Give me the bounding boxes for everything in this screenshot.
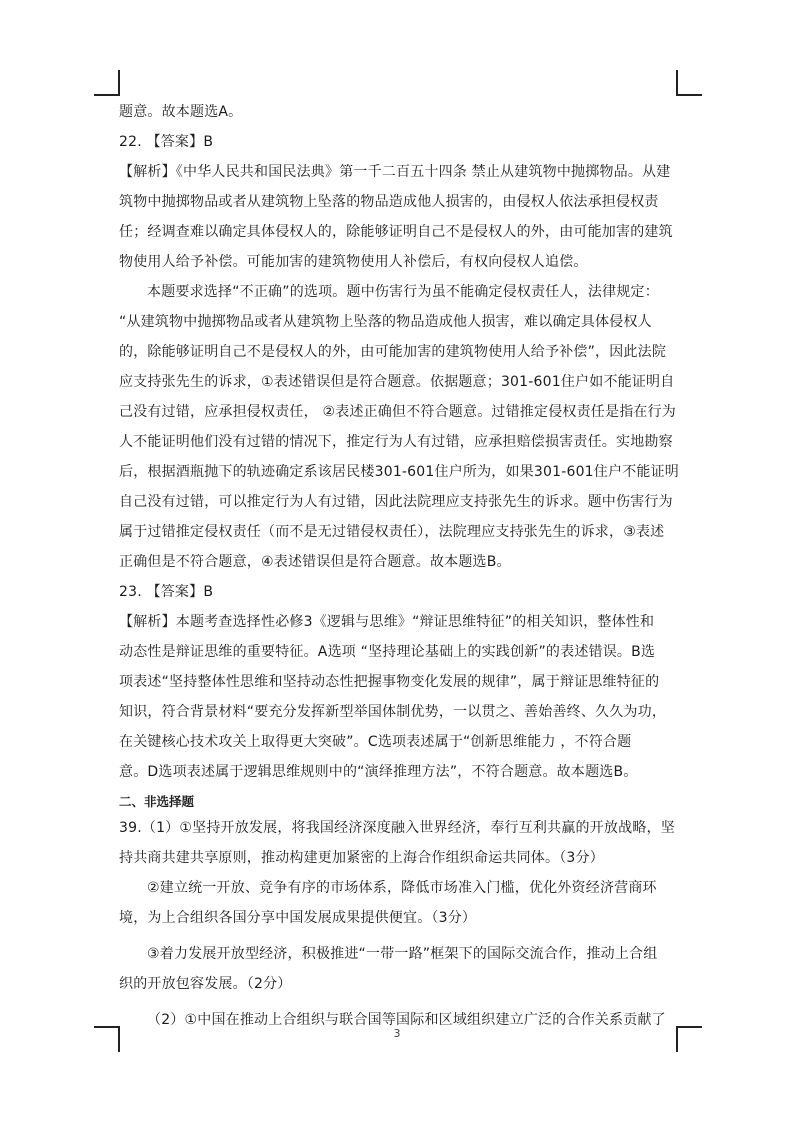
- text-line: 动态性是辩证思维的重要特征。A选项 “坚持理论基础上的实践创新”的表述错误。B选: [119, 644, 656, 660]
- text-line: （2）①中国在推动上合组织与联合国等国际和区域组织建立广泛的合作关系贡献了: [147, 1012, 666, 1028]
- text-line: 知识，符合背景材料“要充分发挥新型举国体制优势，一以贯之、善始善终、久久为功，: [119, 704, 667, 720]
- question-39-line: 39.（1）①坚持开放发展，将我国经济深度融入世界经济，奉行互利共赢的开放战略，坚: [119, 820, 675, 836]
- answer-document: [119, 97, 679, 1035]
- text-line: 人不能证明他们没有过错的情况下，推定行为人有过错，应承担赔偿损害责任。实地勘察: [119, 434, 673, 450]
- text-line: 境，为上合组织各国分享中国发展成果提供便宜。（3分）: [119, 910, 477, 926]
- question-23-answer: 23. 【答案】B: [119, 584, 214, 600]
- page-number: 3: [393, 1027, 401, 1040]
- text-line: 后，根据酒瓶抛下的轨迹确定系该居民楼301-601住户所为，如果301-601住户不能证明: [119, 464, 679, 480]
- text-line: ②建立统一开放、竞争有序的市场体系，降低市场准入门槛，优化外资经济营商环: [147, 880, 657, 896]
- text-line: 织的开放包容发展。（2分）: [119, 976, 292, 992]
- text-line: 应支持张先生的诉求，①表述错误但是符合题意。依据题意；301-601住户如不能证明自: [119, 374, 675, 390]
- text-line: 正确但是不符合题意，④表述错误但是符合题意。故本题选B。: [119, 554, 511, 570]
- text-line: 任；经调查难以确定具体侵权人的，除能够证明自己不是侵权人的外，由可能加害的建筑: [119, 224, 673, 240]
- text-line: 己没有过错，应承担侵权责任， ②表述正确但不符合题意。过错推定侵权责任是指在行为: [119, 404, 676, 420]
- text-line: 持共商共建共享原则，推动构建更加紧密的上海合作组织命运共同体。（3分）: [119, 850, 604, 866]
- text-line: 物使用人给予补偿。可能加害的建筑物使用人补偿后，有权向侵权人追偿。: [119, 254, 588, 270]
- text-line: 在关键核心技术攻关上取得更大突破”。C选项表述属于“创新思维能力 ，不符合题: [119, 734, 632, 750]
- text-line: 自己没有过错，可以推定行为人有过错，因此法院理应支持张先生的诉求。题中伤害行为: [119, 494, 673, 510]
- text-line: 意。D选项表述属于逻辑思维规则中的“演绎推理方法”，不符合题意。故本题选B。: [119, 764, 638, 780]
- text-line: ③着力发展开放型经济，积极推进“一带一路”框架下的国际交流合作，推动上合组: [147, 946, 658, 962]
- text-line: 属于过错推定侵权责任（而不是无过错侵权责任），法院理应支持张先生的诉求，③表述: [119, 524, 665, 540]
- section-header: 二、非选择题: [119, 794, 195, 809]
- text-line: 【解析】《中华人民共和国民法典》第一千二百五十四条 禁止从建筑物中抛掷物品。从建: [119, 164, 671, 180]
- text-line: “从建筑物中抛掷物品或者从建筑物上坠落的物品造成他人损害，难以确定具体侵权人: [119, 314, 652, 330]
- text-line: 题意。故本题选A。: [119, 104, 243, 120]
- text-line: 的，除能够证明自己不是侵权人的外，由可能加害的建筑物使用人给予补偿”，因此法院: [119, 344, 667, 360]
- text-line: 本题要求选择“不正确”的选项。题中伤害行为虽不能确定侵权责任人，法律规定：: [147, 284, 659, 300]
- question-22-answer: 22. 【答案】B: [119, 134, 214, 150]
- text-line: 项表述“坚持整体性思维和坚持动态性把握事物变化发展的规律”，属于辩证思维特征的: [119, 674, 660, 690]
- text-line: 【解析】本题考查选择性必修3《逻辑与思维》“辩证思维特征”的相关知识，整体性和: [119, 614, 655, 630]
- text-line: 筑物中抛掷物品或者从建筑物上坠落的物品造成他人损害的，由侵权人依法承担侵权责: [119, 194, 659, 210]
